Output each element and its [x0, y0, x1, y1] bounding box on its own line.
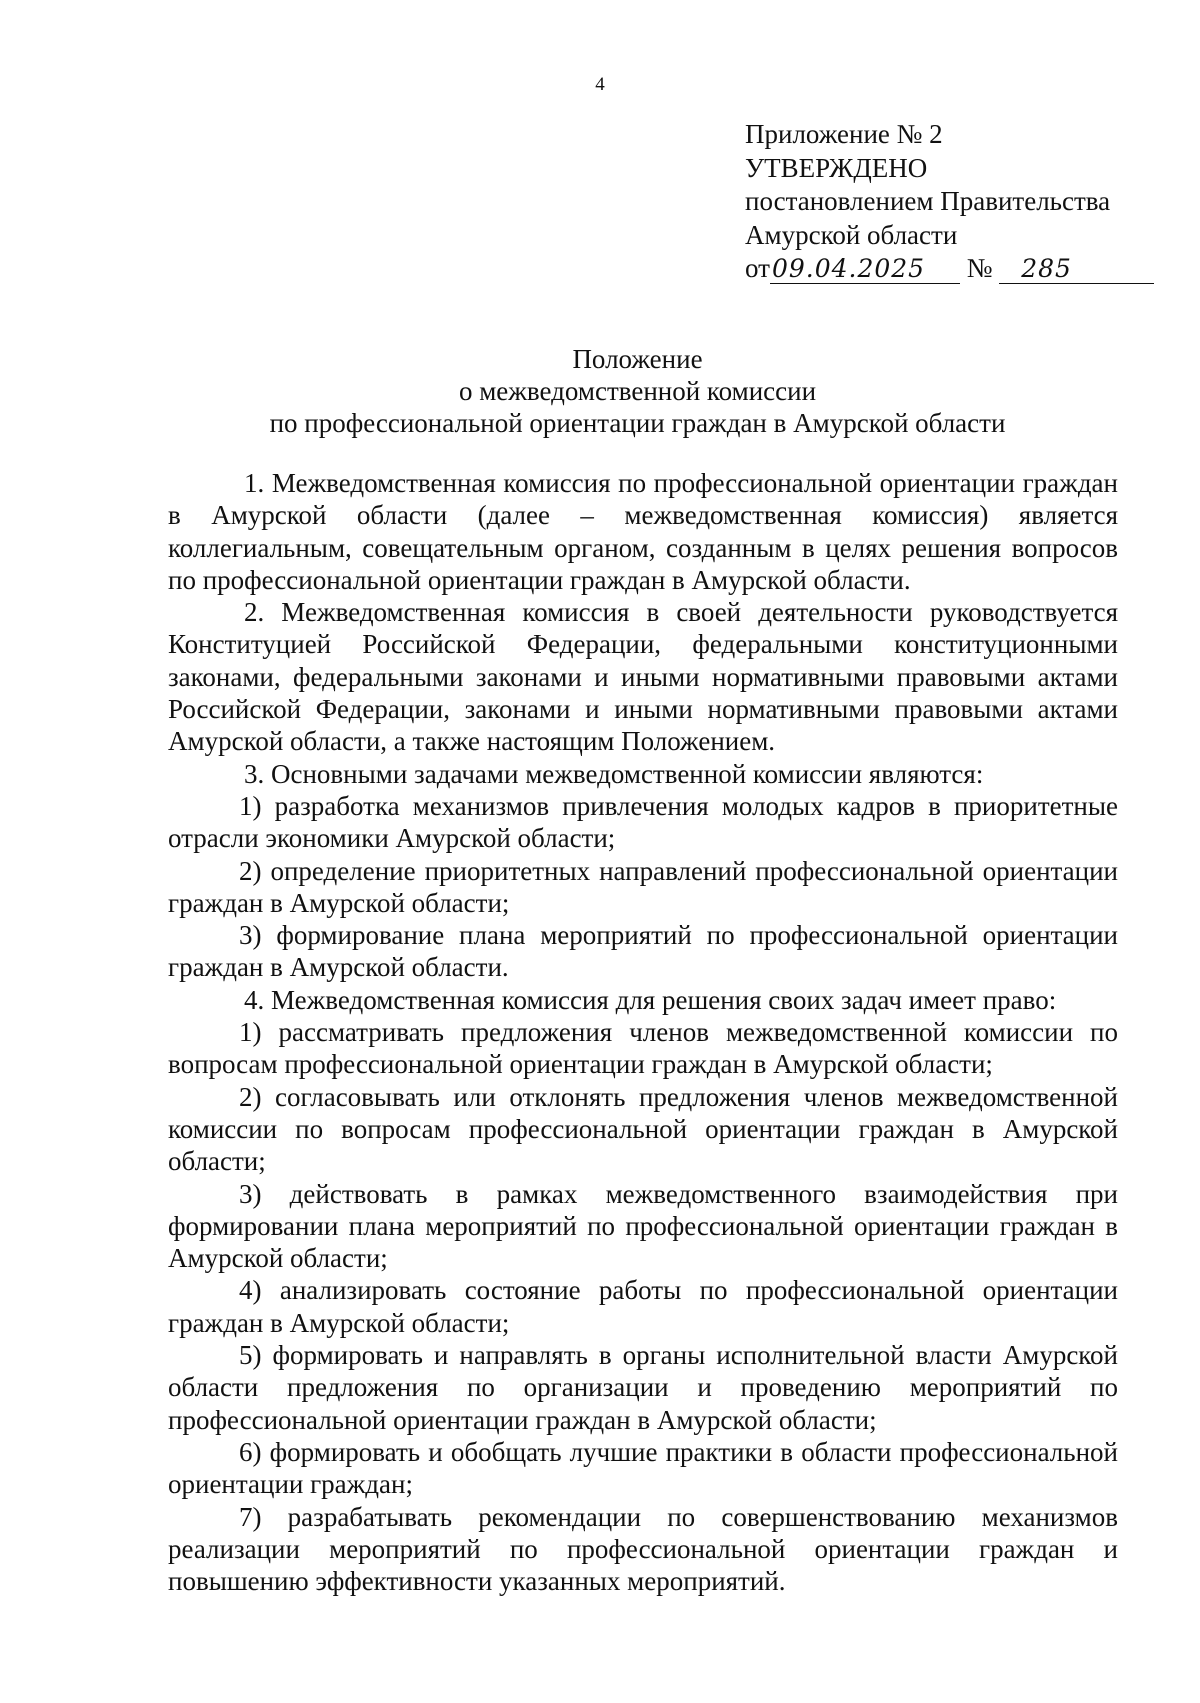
- paragraph-4: 4. Межведомственная комиссия для решения своих задач имеет право:: [244, 984, 1057, 1015]
- paragraph-2: 2. Межведомственная комиссия в своей деятельности руководствуется Конституцией Российской Федерации, федеральными конституционными законами, федеральными законами и иными нормативными правовыми актами Российской Федерации, законами и иными нормативными правовыми актами Амурской области, а также настоящим Положением.: [168, 597, 1118, 757]
- right-item-3: 3) действовать в рамках межведомственного взаимодействия при формировании плана мероприятий по профессиональной ориентации граждан в Амурской области;: [168, 1178, 1118, 1274]
- document-body: [168, 467, 1118, 1597]
- date-number-row: [745, 252, 1165, 286]
- page-number: 4: [595, 74, 605, 95]
- handwritten-number: 285: [999, 255, 1154, 284]
- right-item-4: 4) анализировать состояние работы по профессиональной ориентации граждан в Амурской области;: [168, 1275, 1118, 1338]
- right-item-6: 6) формировать и обобщать лучшие практики в области профессиональной ориентации граждан;: [168, 1436, 1118, 1500]
- paragraph-3: 3. Основными задачами межведомственной комиссии являются:: [244, 758, 984, 789]
- approved-label: УТВЕРЖДЕНО: [745, 152, 928, 183]
- right-item-2: 2) согласовывать или отклонять предложения членов межведомственной комиссии по вопросам профессиональной ориентации граждан в Амурской области;: [168, 1081, 1118, 1177]
- title-line-3: по профессиональной ориентации граждан в Амурской области: [269, 408, 1006, 438]
- approved-by-label: постановлением Правительства: [745, 186, 1111, 216]
- task-item-2: 2) определение приоритетных направлений профессиональной ориентации граждан в Амурской области;: [168, 855, 1118, 918]
- date-prefix: от: [745, 253, 770, 283]
- number-prefix: №: [966, 253, 993, 283]
- handwritten-date: 09.04.2025: [770, 255, 960, 284]
- appendix-label: Приложение № 2: [745, 119, 943, 149]
- task-item-3: 3) формирование плана мероприятий по профессиональной ориентации граждан в Амурской области.: [168, 920, 1118, 983]
- task-item-1: 1) разработка механизмов привлечения молодых кадров в приоритетные отрасли экономики Амурской области;: [168, 790, 1118, 854]
- title-line-1: Положение: [572, 344, 703, 374]
- right-item-1: 1) рассматривать предложения членов межведомственной комиссии по вопросам профессиональной ориентации граждан в Амурской области;: [168, 1017, 1118, 1080]
- title-line-2: о межведомственной комиссии: [458, 376, 817, 406]
- right-item-5: 5) формировать и направлять в органы исполнительной власти Амурской области предложения по организации и проведению мероприятий по профессиональной ориентации граждан в Амурской области;: [168, 1340, 1118, 1435]
- document-title: [100, 343, 1175, 439]
- right-item-7: 7) разрабатывать рекомендации по совершенствованию механизмов реализации мероприятий по профессиональной ориентации граждан и повышению эффективности указанных мероприятий.: [168, 1501, 1118, 1597]
- approval-block: [745, 118, 1165, 286]
- region-label: Амурской области: [745, 219, 958, 250]
- paragraph-1: 1. Межведомственная комиссия по профессиональной ориентации граждан в Амурской области (далее – межведомственная комиссия) является коллегиальным, совещательным органом, созданным в целях решения вопросов по профессиональной ориентации граждан в Амурской области.: [168, 468, 1118, 595]
